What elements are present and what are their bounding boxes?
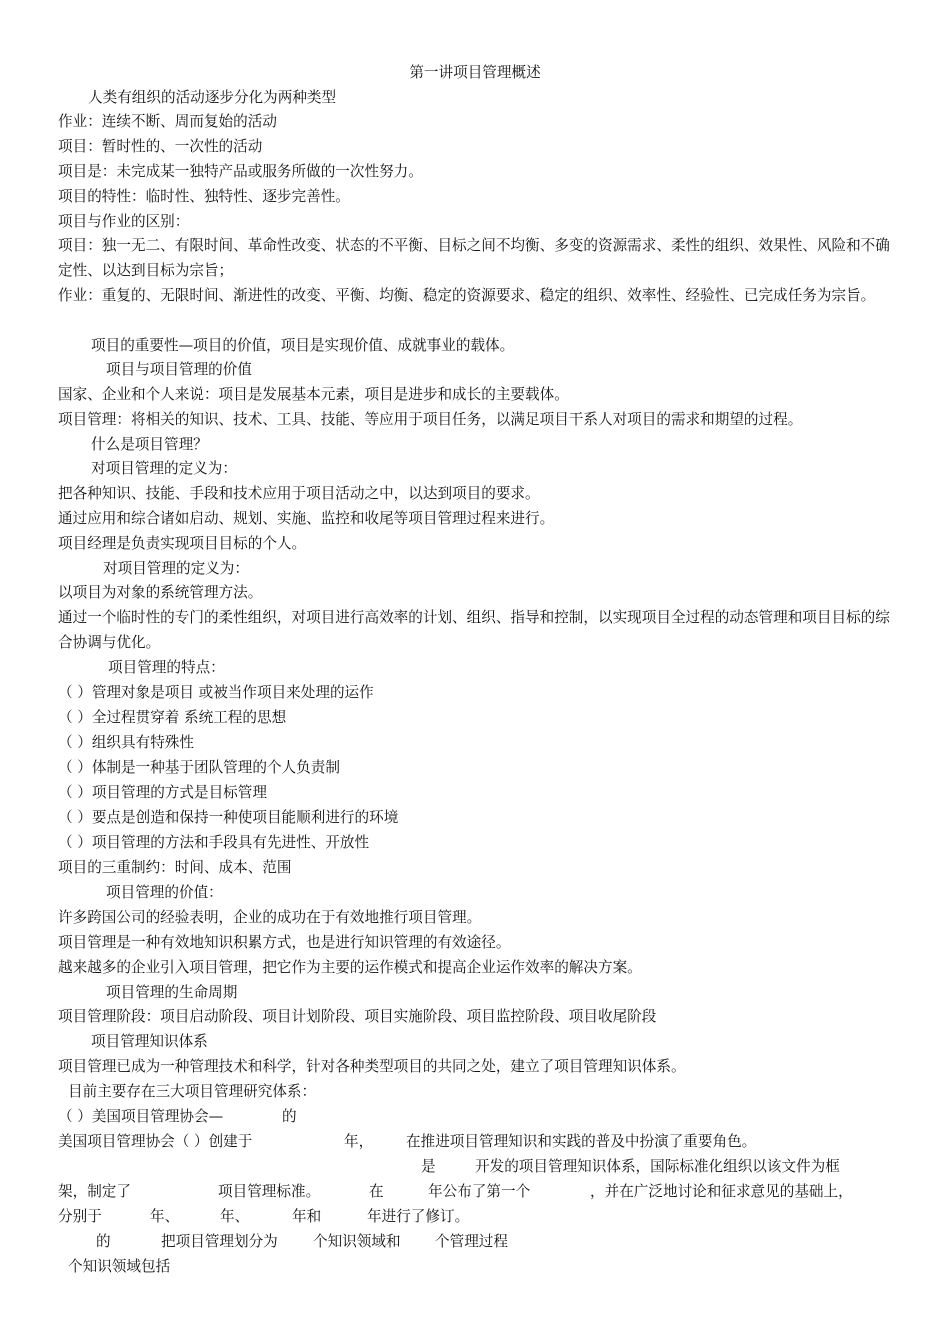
text-fragment: （ ）美国项目管理协会— — [58, 1108, 224, 1125]
section-heading: 项目管理知识体系 — [91, 1033, 208, 1050]
paragraph: 许多跨国公司的经验表明，企业的成功在于有效地推行项目管理。 — [58, 909, 482, 926]
list-item: （ ）要点是创造和保持一种使项目能顺利进行的环境 — [58, 809, 399, 826]
text-fragment: 个管理过程 — [435, 1233, 508, 1250]
section-heading: 项目管理的特点： — [108, 659, 225, 676]
text-fragment: 年， — [344, 1133, 374, 1150]
paragraph: 作业：重复的、无限时间、渐进性的改变、平衡、均衡、稳定的资源要求、稳定的组织、效率性、经验性、已完成任务为宗旨。 — [58, 287, 876, 304]
list-item: （ ）项目管理的方式是目标管理 — [58, 784, 267, 801]
paragraph: 项目的重要性—项目的价值，项目是实现价值、成就事业的载体。 — [91, 337, 515, 354]
paragraph: 项目经理是负责实现项目目标的个人。 — [58, 535, 307, 552]
paragraph: 对项目管理的定义为： — [91, 460, 237, 477]
paragraph: 项目：暂时性的、一次性的活动 — [58, 138, 263, 155]
text-fragment: 的 — [96, 1233, 111, 1250]
text-fragment: 个知识领域和 — [313, 1233, 401, 1250]
text-fragment: 的 — [282, 1108, 297, 1125]
paragraph: 项目的特性：临时性、独特性、逐步完善性。 — [58, 188, 350, 205]
list-item: （ ）组织具有特殊性 — [58, 734, 194, 751]
paragraph — [0, 1129, 950, 1154]
text-fragment: 年和 — [292, 1208, 322, 1225]
paragraph — [0, 1204, 950, 1229]
section-heading: 项目与项目管理的价值 — [106, 361, 252, 378]
list-item: （ ）管理对象是项目 或被当作项目来处理的运作 — [58, 684, 374, 701]
paragraph: 通过一个临时性的专门的柔性组织，对项目进行高效率的计划、组织、指导和控制，以实现项目全过程的动态管理和项目目标的综合协调与优化。 — [58, 609, 890, 651]
paragraph: 项目的三重制约：时间、成本、范围 — [58, 859, 292, 876]
text-fragment: 美国项目管理协会（ ）创建于 — [58, 1133, 253, 1150]
section-heading: 项目管理的价值： — [106, 884, 223, 901]
paragraph: 项目：独一无二、有限时间、革命性改变、状态的不平衡、目标之间不均衡、多变的资源需求、柔性的组织、效果性、风险和不确定性、以达到目标为宗旨； — [58, 237, 890, 279]
text-fragment: 在推进项目管理知识和实践的普及中扮演了重要角色。 — [406, 1133, 757, 1150]
text-fragment: 架，制定了 — [58, 1183, 131, 1200]
paragraph: 项目管理阶段：项目启动阶段、项目计划阶段、项目实施阶段、项目监控阶段、项目收尾阶段 — [58, 1008, 657, 1025]
paragraph: 项目管理已成为一种管理技术和科学，针对各种类型项目的共同之处，建立了项目管理知识体系。 — [58, 1058, 686, 1075]
paragraph: 目前主要存在三大项目管理研究体系： — [68, 1083, 317, 1100]
paragraph: 人类有组织的活动逐步分化为两种类型 — [88, 89, 337, 106]
paragraph: 把各种知识、技能、手段和技术应用于项目活动之中，以达到项目的要求。 — [58, 485, 540, 502]
paragraph: 越来越多的企业引入项目管理，把它作为主要的运作模式和提高企业运作效率的解决方案。 — [58, 959, 642, 976]
text-fragment: 年、 — [220, 1208, 250, 1225]
paragraph — [0, 1154, 950, 1179]
paragraph: 项目管理：将相关的知识、技术、工具、技能、等应用于项目任务，以满足项目干系人对项目的需求和期望的过程。 — [58, 411, 803, 428]
text-fragment: 是 — [421, 1158, 436, 1175]
text-fragment: 项目管理标准。 — [218, 1183, 321, 1200]
paragraph — [0, 1179, 950, 1204]
text-fragment: 年进行了修订。 — [367, 1208, 470, 1225]
paragraph: 项目管理是一种有效地知识积累方式，也是进行知识管理的有效途径。 — [58, 934, 511, 951]
text-fragment: 把项目管理划分为 — [161, 1233, 278, 1250]
section-heading: 项目管理的生命周期 — [106, 984, 238, 1001]
text-fragment: 年、 — [150, 1208, 180, 1225]
text-fragment: 在 — [369, 1183, 384, 1200]
paragraph: 以项目为对象的系统管理方法。 — [58, 584, 263, 601]
document-title: 第一讲项目管理概述 — [409, 64, 541, 81]
text-fragment: 分别于 — [58, 1208, 102, 1225]
section-heading: 什么是项目管理？ — [91, 436, 208, 453]
list-item: （ ）全过程贯穿着 系统工程的思想 — [58, 709, 287, 726]
paragraph: 国家、企业和个人来说：项目是发展基本元素，项目是进步和成长的主要载体。 — [58, 386, 569, 403]
paragraph: 通过应用和综合诸如启动、规划、实施、监控和收尾等项目管理过程来进行。 — [58, 510, 555, 527]
paragraph — [0, 1229, 950, 1254]
text-fragment: ，并在广泛地讨论和征求意见的基础上， — [590, 1183, 853, 1200]
text-fragment: 年公布了第一个 — [428, 1183, 531, 1200]
paragraph: 对项目管理的定义为： — [103, 560, 249, 577]
paragraph: 个知识领域包括 — [68, 1258, 171, 1275]
paragraph: 项目与作业的区别： — [58, 213, 190, 230]
paragraph: 项目是：未完成某一独特产品或服务所做的一次性努力。 — [58, 163, 423, 180]
list-item — [0, 1104, 950, 1129]
list-item: （ ）体制是一种基于团队管理的个人负责制 — [58, 759, 340, 776]
text-fragment: 开发的项目管理知识体系，国际标准化组织以该文件为框 — [475, 1158, 840, 1175]
list-item: （ ）项目管理的方法和手段具有先进性、开放性 — [58, 834, 370, 851]
paragraph: 作业：连续不断、周而复始的活动 — [58, 113, 277, 130]
